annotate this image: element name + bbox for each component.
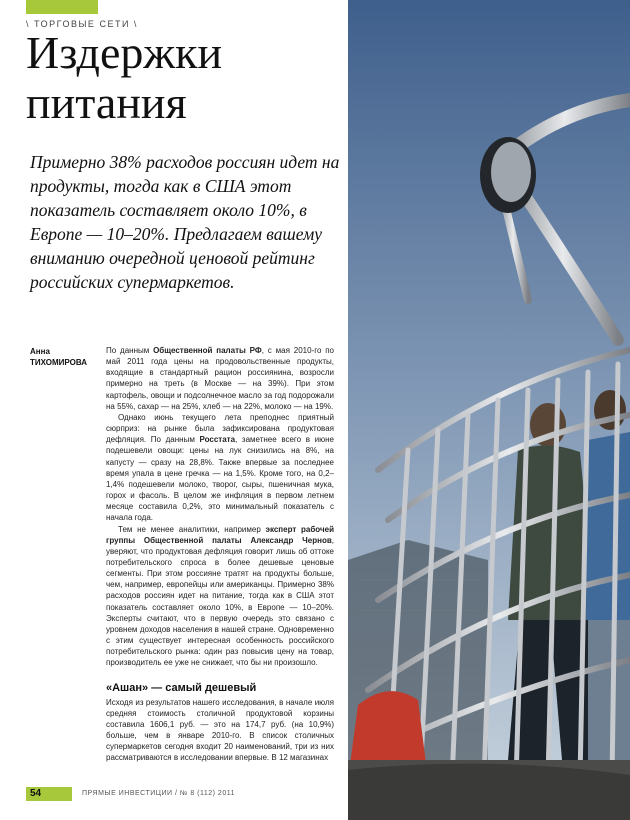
paragraph-2 <box>106 412 334 524</box>
p2-text-a: Однако июнь текущего лета преподнес приятный сюрприз: на рынке была зафиксирована продуктовая дефляция. По данным <box>106 412 334 445</box>
article-body <box>106 345 334 763</box>
paragraph-1 <box>106 345 334 412</box>
cart-illustration <box>348 0 630 820</box>
footer-publication: ПРЯМЫЕ ИНВЕСТИЦИИ / № 8 (112) 2011 <box>82 790 235 797</box>
author-first-name: Анна <box>30 347 50 356</box>
p1-bold: Общественной палаты РФ <box>153 346 262 355</box>
author-byline <box>30 346 100 368</box>
p2-bold: Росстата <box>199 435 236 445</box>
p2-text-c: , заметнее всего в июне подешевели овощи: цены на лук снизились на 8%, на капусту — сразу на 28,8%. Также впервые за последнее время упала в цене гречка — на 1,5%. Кроме того, на 0,2–1,4% подешевели молоко, творог, сыры, пшеничная мука, горох и фасоль. В целом же инфляция в первом летнем месяце составила 0,2%, это минимальный показатель с начала года. <box>106 435 334 523</box>
p3-text-c: , уверяют, что продуктовая дефляция говорит лишь об оттоке потребительского спроса в более дешевые ценовые сегменты. При этом россияне тратят на продукты больше, чем, например, европейцы или американцы. Примерно 38% расходов россиян идет на питание, тогда как в США этот показатель составляет около 10%, в Европе — 10–20%. Эксперты считают, что в первую очередь это связано с уровнем доходов населения в нашей стране. Одновременно с этим существует интересная особенность российского потребительского рынка: один раз повысив цену на товар, производитель ее уже не снижает, что бы ни произошло. <box>106 535 334 668</box>
article-lead: Примерно 38% расходов россиян идет на продукты, тогда как в США этот показатель составляет около 10%, в Европе — 10–20%. Предлагаем вашему вниманию очередной ценовой рейтинг российских супермаркетов. <box>30 152 340 292</box>
article-title <box>26 28 336 128</box>
title-line-2: питания <box>26 77 187 128</box>
subheading: «Ашан» — самый дешевый <box>106 681 257 694</box>
paragraph-4: Исходя из результатов нашего исследования, в начале июля средняя стоимость столичной продуктовой корзины составила 1606,1 руб. — это на 174,7 руб. (на 10,9%) больше, чем в январе 2010-го. В список столичных супермаркетов сегодня входит 20 наименований, три из них рассматриваются в исследовании впервые. В 12 магазинах <box>106 697 334 763</box>
page-number: 54 <box>26 787 72 801</box>
author-last-name: ТИХОМИРОВА <box>30 358 88 367</box>
section-rubric: \ ТОРГОВЫЕ СЕТИ \ <box>26 19 138 29</box>
paragraph-3 <box>106 524 334 669</box>
accent-bar <box>26 0 98 14</box>
p1-text-c: , с мая 2010-го по май 2011 года цены на продовольственные продукты, входящие в стандартный рацион россиянина, возросли примерно на треть (в Москве — на 39%). При этом картофель, овощи и подсолнечное масло за год подорожали на 55%, сахар — на 25%, хлеб — на 22%, молоко — на 19%. <box>106 346 335 411</box>
title-line-1: Издержки <box>26 27 223 78</box>
p1-text-a: По данным <box>106 346 154 355</box>
shopping-cart-photo <box>348 0 630 820</box>
p3-text-a: Тем не менее аналитики, например <box>118 524 266 534</box>
p3-bold: эксперт рабочей группы Общественной палаты Александр Чернов <box>106 524 334 545</box>
